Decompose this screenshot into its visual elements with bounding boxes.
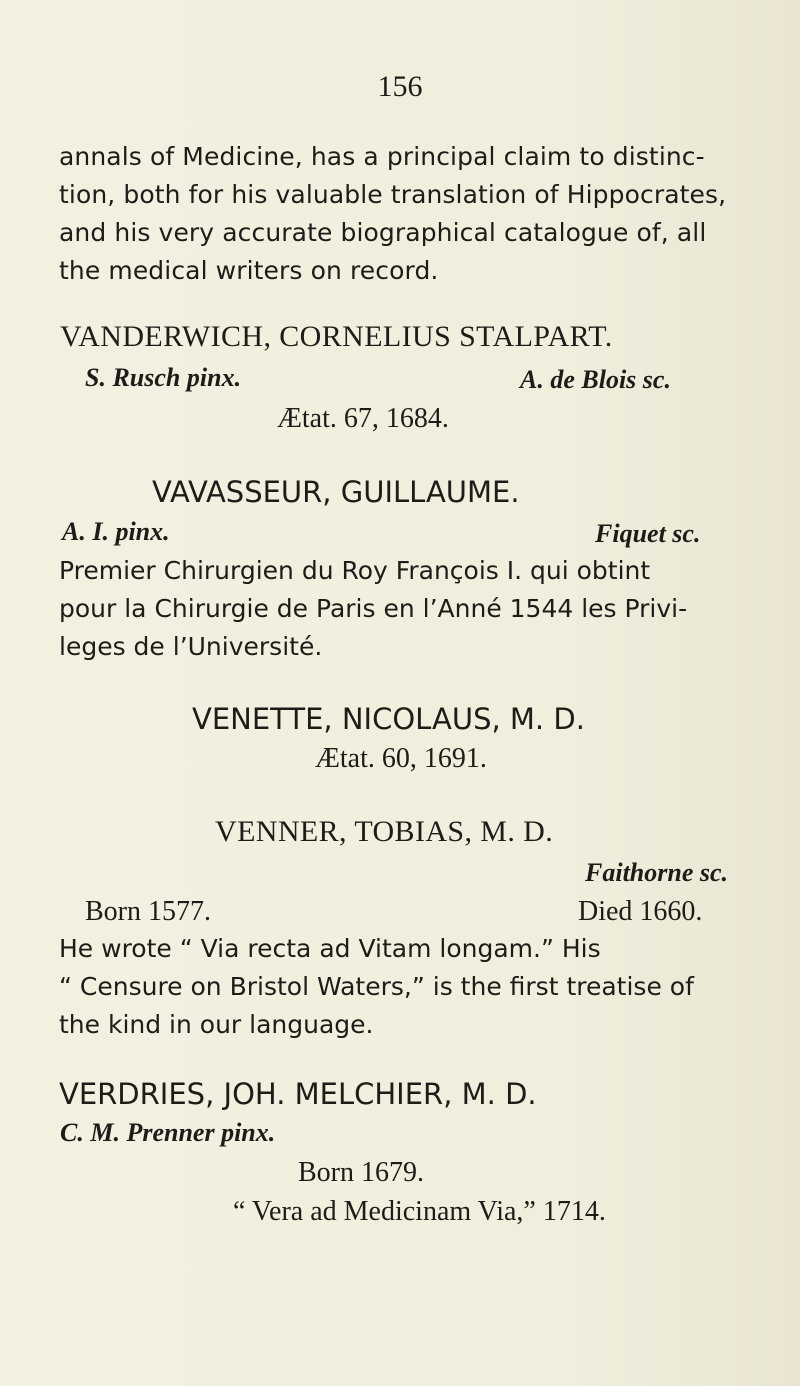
born-line: Born 1577. [85, 896, 211, 927]
age-line: Ætat. 60, 1691. [315, 743, 487, 774]
intro-line: the medical writers on record. [59, 256, 439, 285]
entry-heading-venette: VENETTE, NICOLAUS, M. D. [192, 702, 585, 736]
entry-text-line: leges de l’Université. [59, 632, 323, 661]
age-line: Ætat. 67, 1684. [277, 403, 449, 434]
died-line: Died 1660. [578, 896, 703, 927]
entry-text-line: Premier Chirurgien du Roy François I. qui obtint [59, 556, 651, 585]
painter-credit: S. Rusch pinx. [85, 363, 242, 392]
painter-credit: A. I. pinx. [62, 517, 170, 546]
intro-line: and his very accurate biographical catalogue of, all [59, 218, 707, 247]
entry-heading-vavasseur: VAVASSEUR, GUILLAUME. [152, 475, 520, 509]
intro-line: annals of Medicine, has a principal claim to distinc- [59, 142, 705, 171]
entry-heading-venner: VENNER, TOBIAS, M. D. [215, 815, 554, 848]
entry-heading-verdries: VERDRIES, JOH. MELCHIER, M. D. [59, 1077, 537, 1111]
entry-text-line: the kind in our language. [59, 1010, 374, 1039]
intro-line: tion, both for his valuable translation of Hippocrates, [59, 180, 727, 209]
entry-text-line: “ Censure on Bristol Waters,” is the first treatise of [59, 972, 694, 1001]
engraver-credit: Fiquet sc. [595, 519, 701, 548]
engraver-credit: Faithorne sc. [585, 858, 729, 887]
engraver-credit: A. de Blois sc. [520, 365, 671, 394]
work-title-line: “ Vera ad Medicinam Via,” 1714. [233, 1196, 606, 1227]
entry-text-line: pour la Chirurgie de Paris en l’Anné 1544 les Privi- [59, 594, 688, 623]
page-number: 156 [377, 70, 423, 103]
born-line: Born 1679. [298, 1157, 424, 1188]
entry-text-line: He wrote “ Via recta ad Vitam longam.” His [59, 934, 601, 963]
entry-heading-vanderwich: VANDERWICH, CORNELIUS STALPART. [60, 320, 613, 353]
painter-credit: C. M. Prenner pinx. [60, 1118, 276, 1147]
